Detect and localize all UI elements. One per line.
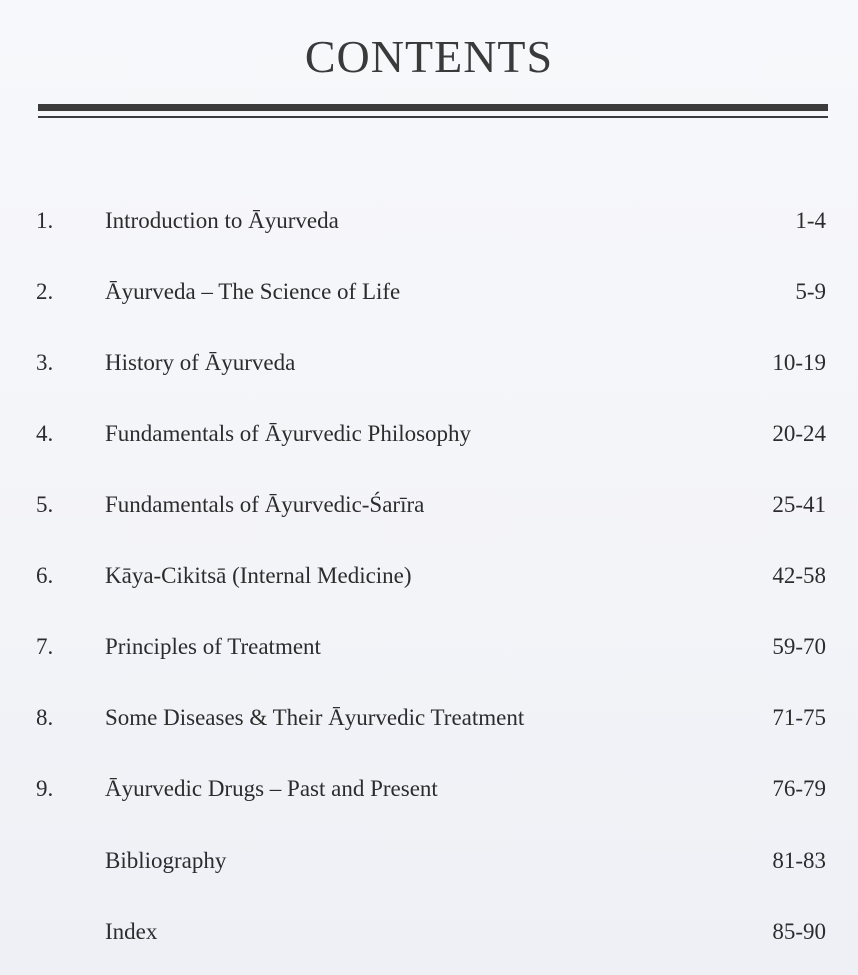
title-rule-thick bbox=[38, 104, 828, 111]
toc-entry[interactable] bbox=[0, 492, 858, 532]
toc-entry-pages: 20-24 bbox=[772, 421, 826, 446]
toc-entry[interactable] bbox=[0, 563, 858, 603]
toc-entry-pages: 76-79 bbox=[772, 776, 826, 801]
toc-entry-pages: 59-70 bbox=[772, 634, 826, 659]
toc-entry-label: History of Āyurveda bbox=[105, 350, 296, 375]
toc-entry-label: Fundamentals of Āyurvedic Philosophy bbox=[105, 421, 472, 446]
toc-entry[interactable] bbox=[0, 705, 858, 745]
toc-entry-label: Bibliography bbox=[105, 848, 227, 873]
toc-entry[interactable] bbox=[0, 279, 858, 319]
toc-entry[interactable] bbox=[0, 634, 858, 674]
toc-entry-label: Āyurvedic Drugs – Past and Present bbox=[105, 776, 438, 801]
toc-entry-pages: 25-41 bbox=[772, 492, 826, 517]
toc-entry-number: 4. bbox=[36, 421, 54, 446]
page-title: CONTENTS bbox=[304, 31, 554, 82]
toc-entry-pages: 10-19 bbox=[772, 350, 826, 375]
toc-entry-number: 2. bbox=[36, 279, 54, 304]
toc-entry[interactable] bbox=[0, 421, 858, 461]
toc-entry[interactable] bbox=[0, 208, 858, 248]
toc-entry-label: Index bbox=[105, 919, 158, 944]
toc-entry-number: 9. bbox=[36, 776, 54, 801]
toc-entry-number: 3. bbox=[36, 350, 54, 375]
toc-entry-label: Principles of Treatment bbox=[105, 634, 321, 659]
toc-entry-label: Āyurveda – The Science of Life bbox=[105, 279, 401, 304]
toc-entry-label: Fundamentals of Āyurvedic-Śarīra bbox=[105, 492, 425, 517]
toc-entry-number: 8. bbox=[36, 705, 54, 730]
toc-entry-pages: 85-90 bbox=[772, 919, 826, 944]
toc-entry-label: Some Diseases & Their Āyurvedic Treatment bbox=[105, 705, 525, 730]
toc-entry-number: 7. bbox=[36, 634, 54, 659]
toc-entry-pages: 71-75 bbox=[772, 705, 826, 730]
toc-entry-pages: 1-4 bbox=[795, 208, 826, 233]
toc-entry-number: 5. bbox=[36, 492, 54, 517]
toc-entry-number: 1. bbox=[36, 208, 54, 233]
toc-entry[interactable] bbox=[0, 848, 858, 888]
toc-entry[interactable] bbox=[0, 919, 858, 959]
toc-entry-pages: 42-58 bbox=[772, 563, 826, 588]
toc-entry-pages: 5-9 bbox=[795, 279, 826, 304]
toc-entry-number: 6. bbox=[36, 563, 54, 588]
toc-entry[interactable] bbox=[0, 350, 858, 390]
title-rule-thin bbox=[38, 116, 828, 118]
toc-entry-label: Introduction to Āyurveda bbox=[105, 208, 339, 233]
toc-entry[interactable] bbox=[0, 776, 858, 816]
toc-entry-pages: 81-83 bbox=[772, 848, 826, 873]
toc-entry-label: Kāya-Cikitsā (Internal Medicine) bbox=[105, 563, 412, 588]
